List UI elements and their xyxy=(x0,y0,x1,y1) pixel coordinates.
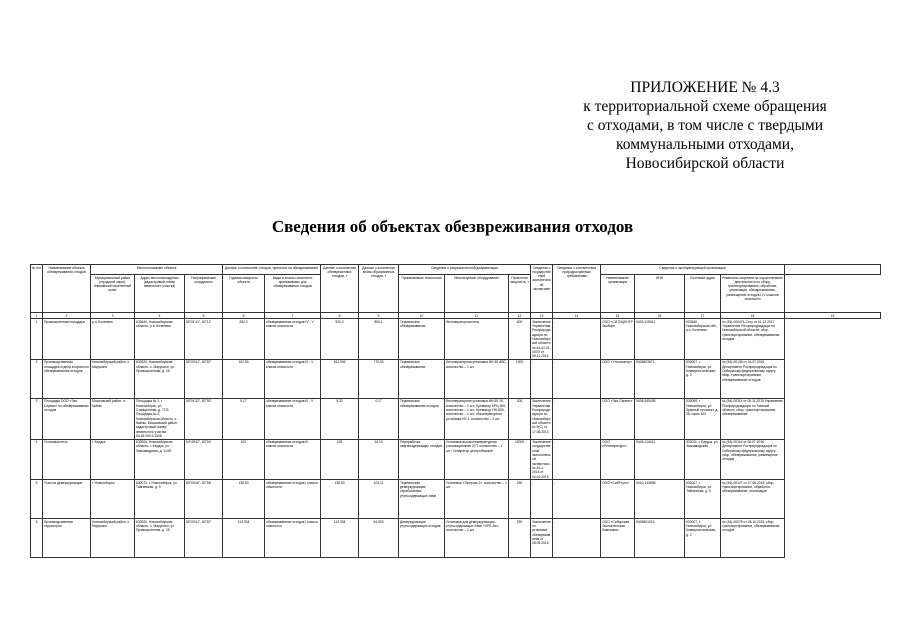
header-cell: Виды и классы опасности принимаемых для обезвреживания отходов xyxy=(265,275,321,313)
table-cell-treated: 113,334 xyxy=(321,519,359,558)
table-cell-address: Площадка № 1, г. Новосибирск, ул. Станционная, д. 77/2; Площадка № 2, Новосибирская область, с. Кайлы, Мошковский район, кадастровый номер земельного участка 54:18:000:2:1506 xyxy=(135,398,185,439)
table-cell-design: 800 xyxy=(509,319,531,360)
table-cell-new: 103,11 xyxy=(359,480,399,519)
table-row xyxy=(31,519,881,558)
table-cell-tech: Термическое обезвреживание отходов xyxy=(399,398,445,439)
table-cell-org: ООО «Утилизатор» xyxy=(601,359,635,398)
header-cell: Муниципальный район (городской округ), ближайший населенный пункт xyxy=(91,275,135,313)
table-row xyxy=(31,398,881,439)
header-cell: Реквизиты лицензии на осуществление деятельности по сбору, транспортированию, обработке, утилизации, обезвреживанию, размещению отходов I-IV классов опасности xyxy=(721,275,785,313)
column-number: 10 xyxy=(399,313,445,319)
table-cell-waste: обезвреживание отходов III - V класса опасности xyxy=(265,359,321,398)
table-cell-n: 4 xyxy=(31,439,43,480)
table-cell-post: 630099, г. Новосибирск, ул. Красный проспект, д. 28, офис 403 xyxy=(685,398,721,439)
table-cell-compliance: - xyxy=(553,519,601,558)
column-number: 12 xyxy=(509,313,531,319)
header-cell: Наименование объекта обезвреживания отходов xyxy=(43,265,91,313)
table-cell-org: ООО «СибРтуть» xyxy=(601,480,635,519)
column-number: 3 xyxy=(91,313,135,319)
table-cell-coords: 55°00'41", 82°57' xyxy=(185,519,223,558)
table-cell-waste: обезвреживание отходов III - V класса опасности xyxy=(265,398,321,439)
column-number: 14 xyxy=(553,313,601,319)
document-title: Сведения об объектах обезвреживания отходов xyxy=(271,217,634,236)
table-cell-post: 633011, г. Бердск, ул. Химзаводская xyxy=(685,439,721,480)
table-cell-org: ООО «Регионресурс» xyxy=(601,439,635,480)
appendix-line: Новосибирской области xyxy=(625,155,785,172)
table-cell-address: 633640, Новосибирская область, р.п. Коченево xyxy=(135,319,185,360)
column-number: 16 xyxy=(635,313,685,319)
table-cell-capacity: 102,90 xyxy=(223,359,265,398)
table-cell-n: 2 xyxy=(31,359,43,398)
table-cell-tech: Термическая демеркуризация отработанных ртутьсодержащих ламп xyxy=(399,480,445,519)
column-number: 15 xyxy=(601,313,635,319)
table-cell-capacity: 5,17 xyxy=(223,398,265,439)
table-cell-waste: обезвреживание отходов I класса опасности xyxy=(265,519,321,558)
table-cell-new: 770,30 xyxy=(359,359,399,398)
table-cell-treated: 162,906 xyxy=(321,359,359,398)
table-cell-compliance: - xyxy=(553,359,601,398)
header-cell: Годовая мощность объекта xyxy=(223,275,265,313)
table-cell-compliance: - xyxy=(553,439,601,480)
table-cell-license: № (54)-00114 от 06.11.2015 Управление Росприроднадзора по Томской области; сбор, транспортирование, обезвреживание xyxy=(721,398,785,439)
header-cell: Почтовый адрес xyxy=(685,275,721,313)
table-cell-design: 250 xyxy=(509,480,531,519)
table-cell-new: 10,13 xyxy=(359,439,399,480)
table-cell-address: 630520, Новосибирская область, с. Марусино, ул. Промышленная, д. 25 xyxy=(135,519,185,558)
header-cell: Адрес местонахождения (кадастровый номер земельного участка) xyxy=(135,275,185,313)
table-cell-equip: Установка для демеркуризации ртутьсодержащих ламп «УРЛ-2м», количество – 1 шт. xyxy=(445,519,509,558)
column-number: 6 xyxy=(223,313,265,319)
table-cell-n: 3 xyxy=(31,398,43,439)
table-cell-expertise: Заключение Управления Росприроднадзора по Новосибирской области № 9(С) от 17.06.2013 xyxy=(531,398,553,439)
table-cell-equip: Инсинераторная установка ИН-50 АВС, количество – 1 шт. xyxy=(445,359,509,398)
column-number: 5 xyxy=(185,313,223,319)
table-cell-new: 850,1 xyxy=(359,319,399,360)
table-cell-address: 630073, г. Новосибирск, ул. Тайгинская, д. 9 xyxy=(135,480,185,519)
table-cell-district: г. Бердск xyxy=(91,439,135,480)
table-sub-header-row xyxy=(31,275,881,313)
column-number: 4 xyxy=(135,313,185,319)
table-cell-expertise: Заключение Управления Росприроднадзора по Новосибирской области № 64-02-01-000Э от 05.11.2014 xyxy=(532,319,551,359)
column-number: 2 xyxy=(43,313,91,319)
table-cell-name: Установка печь xyxy=(43,439,91,480)
table-cell-district: Новосибирский район, с. Марусино xyxy=(91,359,135,398)
table-cell-inn: 5433-115041 xyxy=(635,319,685,360)
table-cell-inn: 5406-545406 xyxy=(635,398,685,439)
table-cell-treated: 900,0 xyxy=(321,319,359,360)
table-cell-inn: 5406803671 xyxy=(635,359,685,398)
table-cell-n: 1 xyxy=(31,319,43,360)
table-cell-equip: Установка высокотемпературная утилизационная УУТ, количество – 1 шт.; Сепаратор центробежный xyxy=(445,439,509,480)
table-cell-district: Мошковский район, п. Кайлы xyxy=(91,398,135,439)
table-cell-org: ООО «СИТИЦЕНТР Экобор» xyxy=(601,319,635,360)
header-cell: Сведения о государственной экологической экспертизе xyxy=(531,265,553,313)
facilities-table-wrapper xyxy=(30,264,880,554)
table-row xyxy=(31,439,881,480)
table-cell-design: 250 xyxy=(509,519,531,558)
column-number: 7 xyxy=(265,313,321,319)
header-cell: Применяемые технологии xyxy=(399,275,445,313)
table-cell-coords: 54°45'42", 83°04' xyxy=(185,439,223,480)
table-cell-design: 1000 xyxy=(509,359,531,398)
table-cell-equip: Инсинераторная печь xyxy=(445,319,509,360)
header-cell: Данные о количестве отходов, принятых на обезвреживание xyxy=(223,265,321,275)
header-cell: Данные о количестве вновь образованных отходов, т xyxy=(359,265,399,313)
table-cell-equip: Инсинераторная установка ИН-50.1К, количество – 1 шт.; Крематор КРЦ-500, количество – 1 шт.; Крематор УЖ-650, количество – 1 шт.; Инсинераторная установка ИУ-1, количество – 2 шт. xyxy=(445,398,509,439)
header-cell: Наименование организации xyxy=(601,275,635,313)
table-cell-capacity: 113,334 xyxy=(223,519,265,558)
table-cell-inn: 5445-114411 xyxy=(635,439,685,480)
appendix-line: ПРИЛОЖЕНИЕ № 4.3 xyxy=(630,79,780,96)
table-cell-coords: 55°00'41", 82°57' xyxy=(185,359,223,398)
table-cell-post: 630007, г. Новосибирск, ул. Коммунистическая, д. 2 xyxy=(685,359,721,398)
column-number: 13 xyxy=(531,313,553,319)
table-cell-tech: Термическое обезвреживание xyxy=(399,359,445,398)
table-cell-address: 630520, Новосибирская область, с. Марусино, ул. Промышленная, д. 25 xyxy=(135,359,185,398)
table-cell-treated: 138,50 xyxy=(321,480,359,519)
header-cell: Географические координаты xyxy=(185,275,223,313)
facilities-table xyxy=(30,264,881,558)
header-cell: ИНН xyxy=(635,275,685,313)
table-cell-tech: Термическое обезвреживание xyxy=(399,319,445,360)
table-cell-license: № (54)-00127 от 17.06.2016; сбор, транспортирование, обработка, обезвреживание, утилизация xyxy=(721,480,785,519)
table-cell-district: р.п. Коченево xyxy=(91,319,135,360)
table-cell-license: № (54)-00138 от 04.07.2016 Департамент Росприроднадзора по Сибирскому федеральному округу; сбор, транспортирование, обезвреживание отходов xyxy=(721,359,785,398)
appendix-line: коммунальными отходами, xyxy=(616,136,794,153)
table-cell-n: 6 xyxy=(31,519,43,558)
table-cell-compliance: - xyxy=(553,319,601,360)
table-cell-license: № (54)-00116 от 06.07.2016 Департамент Росприроднадзора по Сибирскому федеральному округу; сбор, обезвреживание, размещение отходов xyxy=(721,439,785,480)
table-cell-org: ООО «Эко-Сервис» xyxy=(601,398,635,439)
table-cell-tech: Демеркуризация ртутьсодержащих отходов xyxy=(399,519,445,558)
table-cell-name: Промышленная площадка xyxy=(43,319,91,360)
table-cell-expertise: - xyxy=(531,480,553,519)
table-group-header-row xyxy=(31,265,881,275)
header-cell: Используемое оборудование xyxy=(445,275,509,313)
table-cell-compliance: - xyxy=(553,398,601,439)
column-number: 1 xyxy=(31,313,43,319)
table-cell-post: 630007, г. Новосибирск, ул. Коммунистическая, д. 2 xyxy=(685,519,721,558)
header-cell: Проектная мощность, т xyxy=(509,275,531,313)
table-cell-waste: обезвреживание отходов I класса опасности xyxy=(265,480,321,519)
header-cell: Данные о количестве обезвреженных отходов, т xyxy=(321,265,359,313)
table-cell-post: 630027, г. Новосибирск, ул. Тайгинская, д. 9 xyxy=(685,480,721,519)
table-cell-inn: 5410-143855 xyxy=(635,480,685,519)
table-cell-expertise: Заключение по установке обезвреживания от 28.05.2015 xyxy=(531,519,553,558)
table-cell-capacity: 407 xyxy=(223,439,265,480)
table-cell-district: г. Новосибирск xyxy=(91,480,135,519)
table-cell-waste: обезвреживание отходов III класса опасности xyxy=(265,439,321,480)
table-cell-district: Новосибирский район, с. Марусино xyxy=(91,519,135,558)
table-cell-post: 633640, Новосибирская обл., р.п. Коченево xyxy=(685,319,721,360)
table-cell-design: 10000 xyxy=(509,439,531,480)
column-number: 11 xyxy=(445,313,509,319)
header-cell: Местоположение объекта xyxy=(91,265,223,275)
table-cell-new: 0,17 xyxy=(359,398,399,439)
table-cell-name: Площадка ООО «Эко-Сервис» по обезвреживанию отходов xyxy=(43,398,91,439)
table-cell-coords: 55°01'32", 82°50' xyxy=(185,398,223,439)
table-cell-equip: Установка «Экотром-2», количество – 1 шт. xyxy=(445,480,509,519)
table-cell-compliance: - xyxy=(553,480,601,519)
column-number: 8 xyxy=(321,313,359,319)
table-cell-expertise: Заключение государственной экологической экспертизы № 54-1-2015 от 04.03.2015 xyxy=(532,440,551,479)
table-cell-design: 300 xyxy=(509,398,531,439)
column-number: 18 xyxy=(721,313,785,319)
column-number: 9 xyxy=(359,313,399,319)
table-row xyxy=(31,480,881,519)
table-cell-waste: обезвреживание отходов IV - V класса опасности xyxy=(265,319,321,360)
table-cell-name: Производственная территория xyxy=(43,519,91,558)
appendix-line: к территориальной схеме обращения xyxy=(583,98,827,115)
table-row xyxy=(31,319,881,360)
column-number: 19 xyxy=(785,313,881,319)
appendix-line: с отходами, в том числе с твердыми xyxy=(586,117,824,134)
header-cell: Сведения о соответствии природоохранным требованиям xyxy=(553,265,601,313)
table-cell-expertise: - xyxy=(531,359,553,398)
header-cell: Сведения о эксплуатирующей организации xyxy=(601,265,785,275)
table-cell-inn: 5406561015 xyxy=(635,519,685,558)
header-cell: Сведения о разрешительной документации xyxy=(399,265,531,275)
table-cell-name: Участок демеркуризации xyxy=(43,480,91,519)
table-cell-address: 633004, Новосибирская область, г. Бердск, ул. Химзаводская, д. 11/40 xyxy=(135,439,185,480)
table-cell-capacity: 138,50 xyxy=(223,480,265,519)
appendix-header xyxy=(520,78,890,173)
table-cell-coords: 55°00'48", 82°56' xyxy=(185,480,223,519)
table-cell-coords: 55°01'41", 82°12' xyxy=(185,319,223,360)
table-cell-license: № (54)-00079 от 08.10.2015; сбор, транспортирование, обезвреживание отходов xyxy=(721,519,785,558)
table-cell-treated: 105 xyxy=(321,439,359,480)
table-cell-n: 5 xyxy=(31,480,43,519)
table-cell-treated: 5,32 xyxy=(321,398,359,439)
header-cell xyxy=(785,265,881,275)
table-cell-tech: Переработка нефтесодержащих отходов xyxy=(399,439,445,480)
column-number: 17 xyxy=(685,313,721,319)
table-cell-org: ООО «Сибирская Экологическая Компания» xyxy=(601,519,635,558)
table-cell-capacity: 282,0 xyxy=(223,319,265,360)
table-row xyxy=(31,359,881,398)
table-cell-license: № (54)-000474-Стоу от 01.12.2017 Управление Росприроднадзора по Новосибирской области; сбор, транспортирование, обезвреживание отходов xyxy=(721,319,785,360)
header-cell: № п/п xyxy=(31,265,43,313)
table-cell-name: Производственная площадка отдела вторичного обезвреживания отходов xyxy=(43,359,91,398)
table-cell-new: 84,992 xyxy=(359,519,399,558)
